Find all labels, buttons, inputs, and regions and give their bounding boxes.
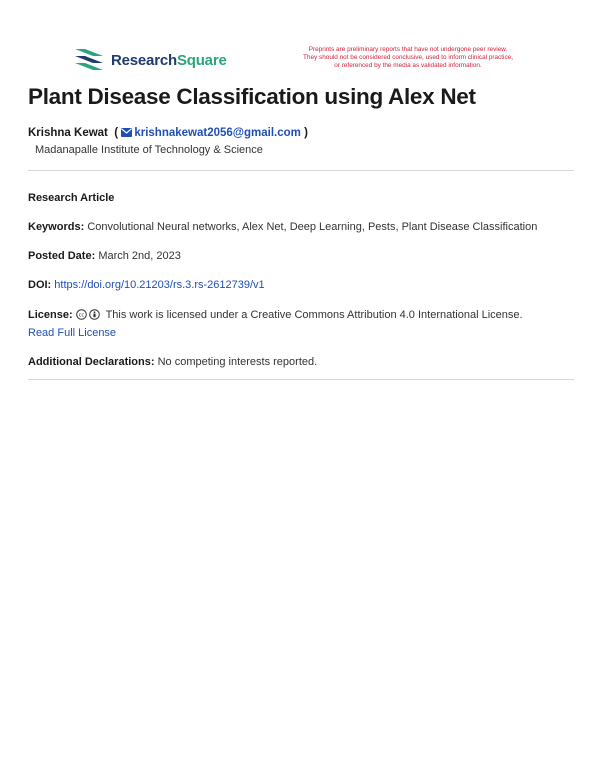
doi-row [28,279,265,291]
paper-title: Plant Disease Classification using Alex Net [28,84,476,109]
read-full-license-link[interactable]: Read Full License [28,327,117,339]
declarations-label: Additional Declarations: [28,356,155,368]
logo-research-text: Research [111,51,177,69]
license-label: License: [28,309,73,321]
author-email-link[interactable] [121,127,304,139]
disclaimer-line: They should not be considered conclusive, used to inform clinical practice, [303,54,513,61]
svg-text:cc: cc [78,312,84,319]
divider [28,170,574,171]
author-affiliation: Madanapalle Institute of Technology & Science [35,144,263,156]
doi-label: DOI: [28,279,52,291]
logo-square-text: Square [176,51,227,69]
divider [28,379,574,380]
license-link-row [28,327,116,339]
author-email: krishnakewat2056@gmail.com [134,127,301,139]
article-type: Research Article [28,192,115,204]
page-header [0,0,600,80]
declarations-row [28,356,317,368]
author-line: Krishna Kewat ( krishnakewat2056@gmail.com ) [28,127,308,139]
posted-date-row [28,250,181,262]
posted-date-value: March 2nd, 2023 [98,250,181,262]
disclaimer-line: or referenced by the media as validated information. [334,62,482,69]
by-icon [89,309,100,320]
keywords-label: Keywords: [28,221,85,233]
disclaimer-line: Preprints are preliminary reports that have not undergone peer review. [308,46,508,53]
doi-link[interactable]: https://doi.org/10.21203/rs.3.rs-2612739/v1 [54,279,265,291]
license-text: This work is licensed under a Creative Commons Attribution 4.0 International License. [105,309,523,321]
mail-icon [121,128,132,137]
cc-icon [76,309,87,320]
keywords-row [28,221,537,233]
keywords-value: Convolutional Neural networks, Alex Net, Deep Learning, Pests, Plant Disease Classification [87,221,538,233]
research-square-logo[interactable] [75,49,227,71]
research-square-logo-icon [75,49,103,71]
posted-date-label: Posted Date: [28,250,96,262]
preprint-disclaimer [268,46,548,70]
declarations-value: No competing interests reported. [157,356,318,368]
license-row [28,309,523,321]
author-name: Krishna Kewat [28,127,108,139]
